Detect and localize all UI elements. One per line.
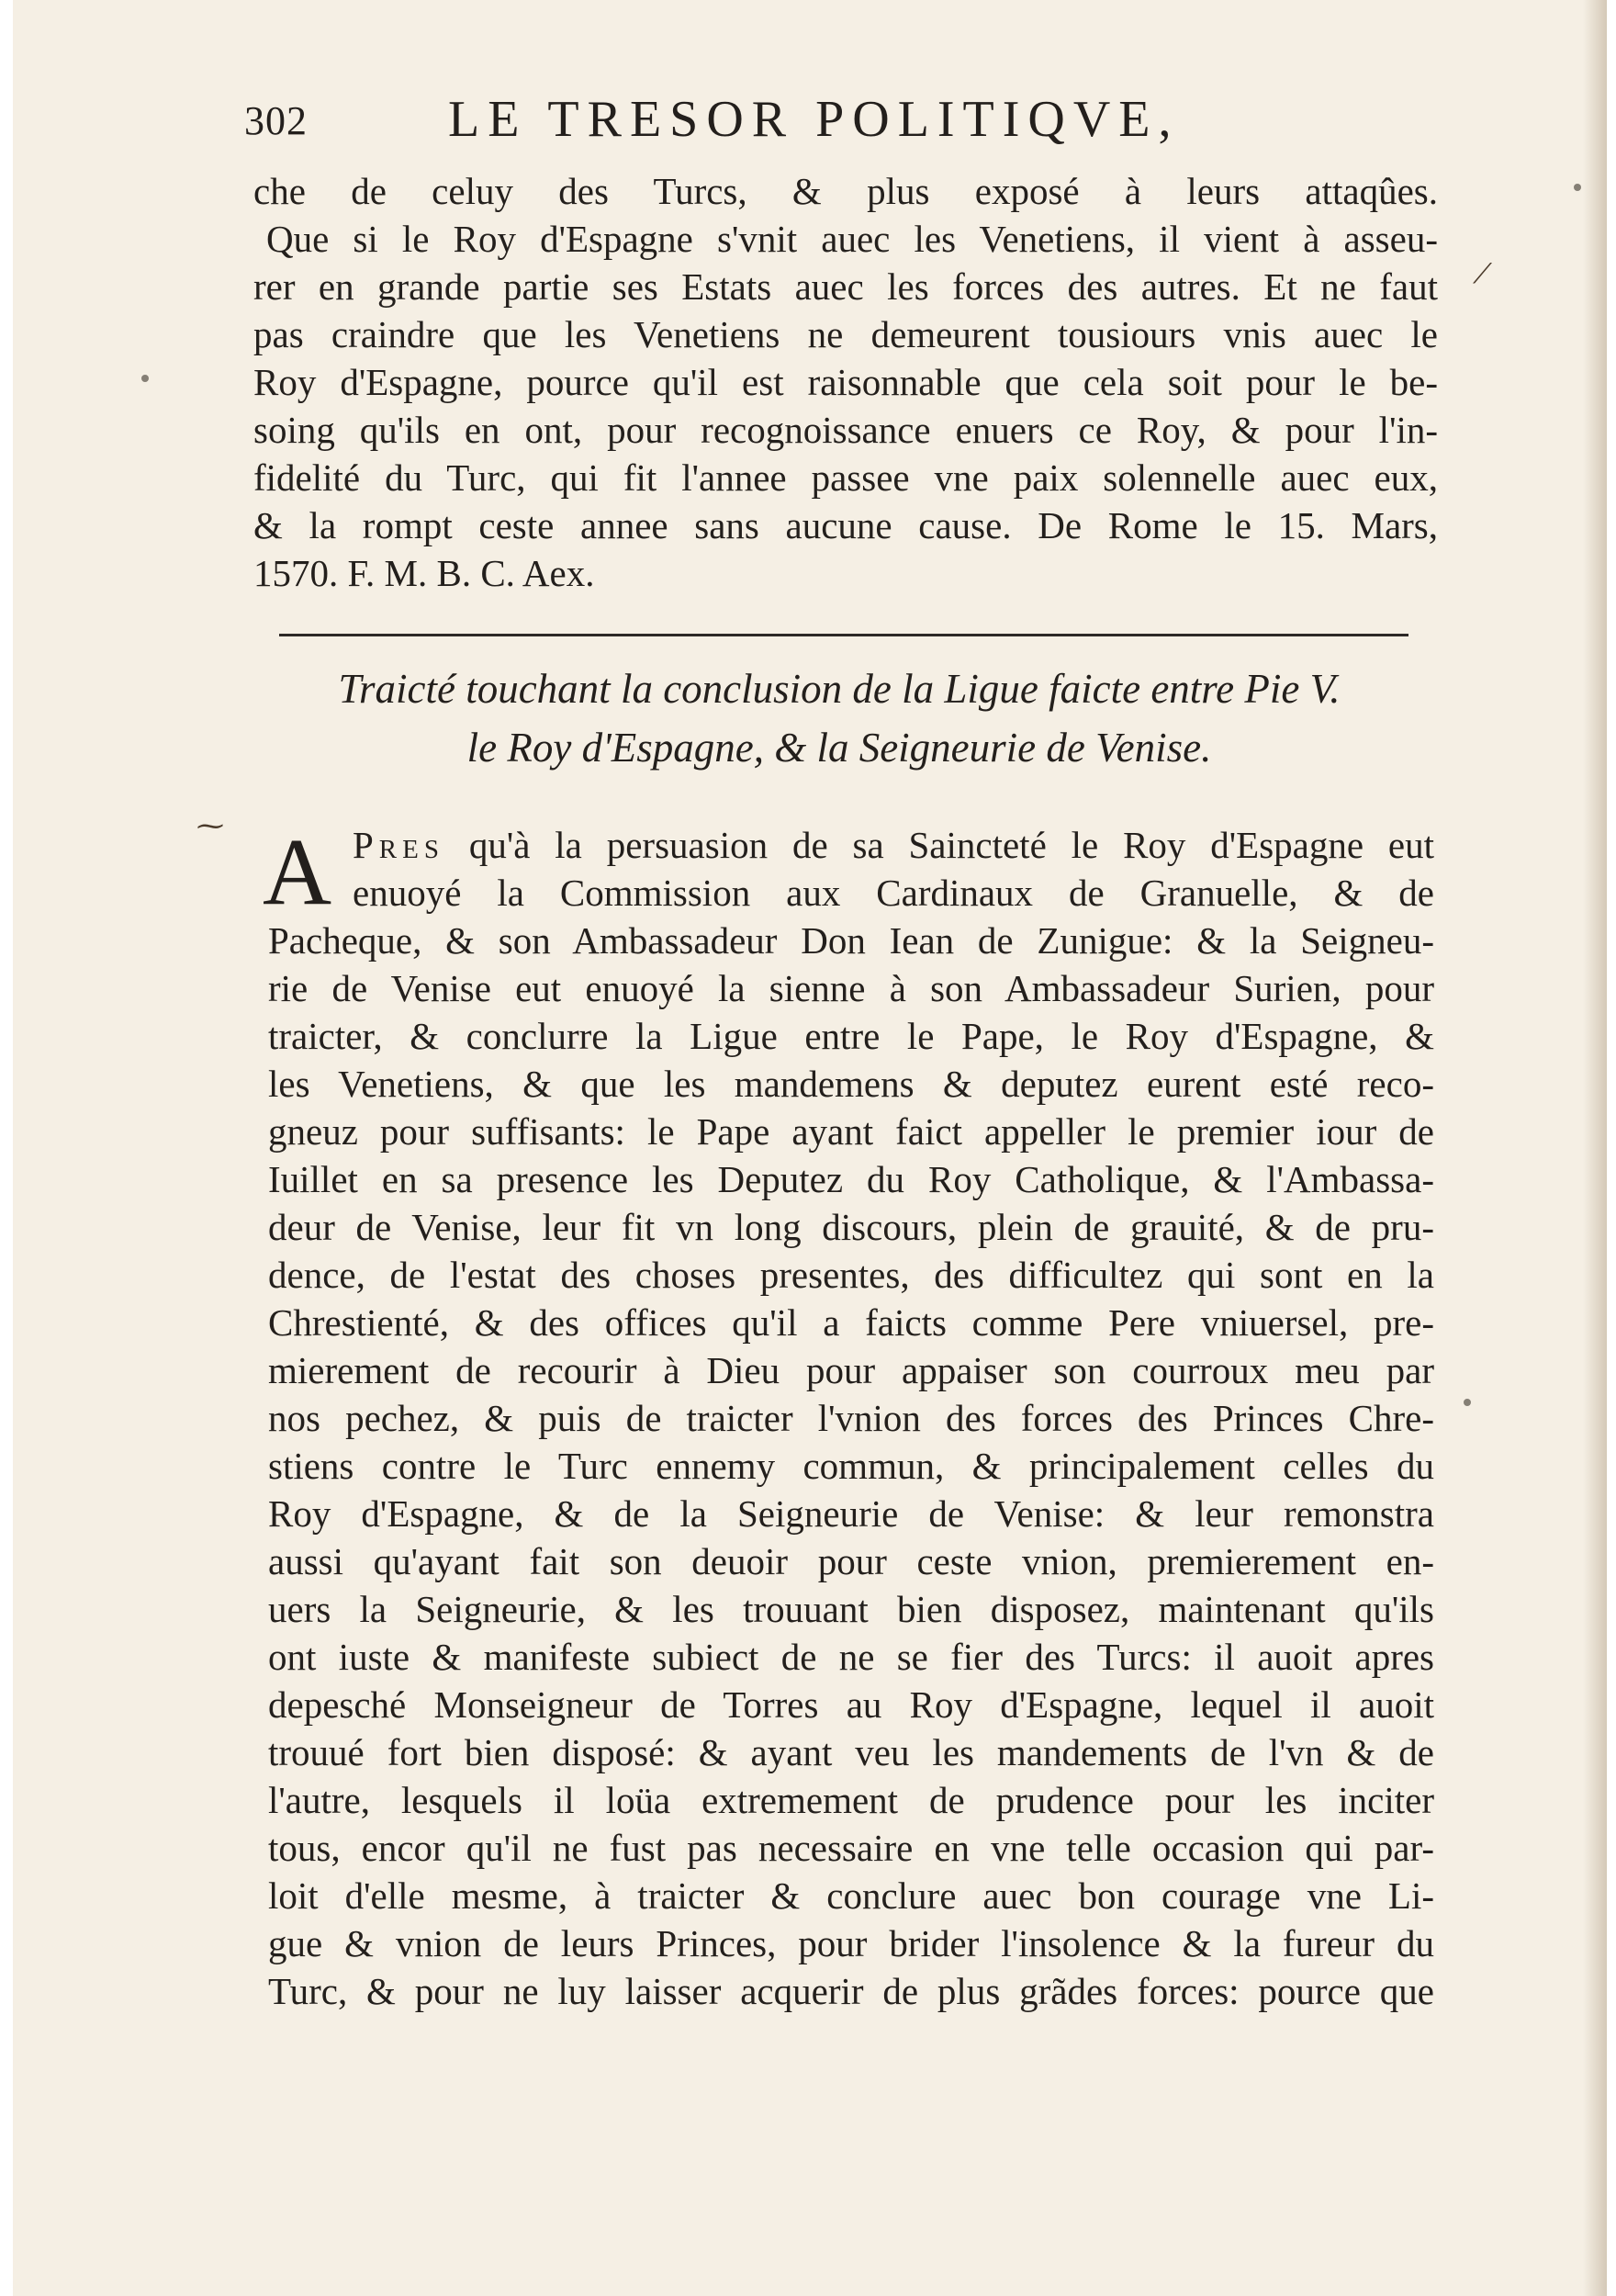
margin-dot <box>1464 1399 1471 1406</box>
text-line: che de celuy des Turcs, & plus exposé à leurs attaqûes. <box>253 170 1438 212</box>
text-line: & la rompt ceste annee sans aucune cause. De Rome le 15. Mars, <box>253 504 1438 546</box>
text-line: fidelité du Turc, qui fit l'annee passee vne paix solennelle auec eux, <box>253 456 1438 499</box>
text-line: l'autre, lesquels il loüa extremement de prudence pour les inciter <box>268 1779 1434 1821</box>
text-line: uers la Seigneurie, & les trouuant bien disposez, maintenant qu'ils <box>268 1588 1434 1630</box>
text-line: tous, encor qu'il ne fust pas necessaire en vne telle occasion qui par- <box>268 1827 1434 1869</box>
text-line: enuoyé la Commission aux Cardinaux de Granuelle, & de <box>353 872 1434 914</box>
text-line: deur de Venise, leur fit vn long discours, plein de grauité, & de pru- <box>268 1206 1434 1248</box>
drop-cap: A <box>263 819 332 925</box>
running-head <box>244 90 1438 154</box>
marginal-annotation-mark: ⟋ <box>1473 259 1492 289</box>
margin-dot <box>1574 184 1581 191</box>
page-edge-shadow <box>1583 0 1607 2296</box>
text-line: Iuillet en sa presence les Deputez du Roy Catholique, & l'Ambassa- <box>268 1158 1434 1200</box>
text-line: Turc, & pour ne luy laisser acquerir de plus grãdes forces: pource que <box>268 1970 1434 2012</box>
text-line: Roy d'Espagne, pource qu'il est raisonnable que cela soit pour le be- <box>253 361 1438 403</box>
treaty-text <box>263 819 1434 2015</box>
text-line: Que si le Roy d'Espagne s'vnit auec les Venetiens, il vient à asseu- <box>266 218 1438 260</box>
text-line: Chrestienté, & des offices qu'il a faicts comme Pere vniuersel, pre- <box>268 1301 1434 1344</box>
text-line: stiens contre le Turc ennemy commun, & principalement celles du <box>268 1445 1434 1487</box>
text-line: mierement de recourir à Dieu pour appaiser son courroux meu par <box>268 1349 1434 1391</box>
text-line: Pacheque, & son Ambassadeur Don Iean de Zunigue: & la Seigneu- <box>268 919 1434 962</box>
text-line: gneuz pour suffisants: le Pape ayant faict appeller le premier iour de <box>268 1110 1434 1153</box>
page-number: 302 <box>244 98 308 143</box>
running-title: LE TRESOR POLITIQVE, <box>448 91 1180 148</box>
text-line: trouué fort bien disposé: & ayant veu les mandements de l'vn & de <box>268 1731 1434 1773</box>
text-line: rie de Venise eut enuoyé la sienne à son Ambassadeur Surien, pour <box>268 967 1434 1009</box>
opening-section <box>253 167 1438 597</box>
text-line: traicter, & conclurre la Ligue entre le Pape, le Roy d'Espagne, & <box>268 1015 1434 1057</box>
text-line: soing qu'ils en ont, pour recognoissance enuers ce Roy, & pour l'in- <box>253 409 1438 451</box>
book-page <box>13 0 1607 2296</box>
text-line: depesché Monseigneur de Torres au Roy d'Espagne, lequel il auoit <box>268 1683 1434 1726</box>
text-line: rer en grande partie ses Estats auec les forces des autres. Et ne faut <box>253 265 1438 308</box>
section-divider <box>279 634 1408 636</box>
heading-line-1: Traicté touchant la conclusion de la Ligue faicte entre Pie V. <box>338 666 1341 712</box>
text-line: loit d'elle mesme, à traicter & conclure auec bon courage vne Li- <box>268 1874 1434 1917</box>
section-heading <box>233 659 1445 777</box>
text-line: 1570. F. M. B. C. Aex. <box>253 552 595 594</box>
text-line: ont iuste & manifeste subiect de ne se fier des Turcs: il auoit apres <box>268 1636 1434 1678</box>
heading-line-2: le Roy d'Espagne, & la Seigneurie de Venise. <box>466 725 1212 771</box>
text-line: nos pechez, & puis de traicter l'vnion des forces des Princes Chre- <box>268 1397 1434 1439</box>
text-line: aussi qu'ayant fait son deuoir pour ceste vnion, premierement en- <box>268 1540 1434 1582</box>
text-line-rest: qu'à la persuasion de sa Saincteté le Roy d'Espagne eut <box>444 824 1434 866</box>
text-line: dence, de l'estat des choses presentes, des difficultez qui sont en la <box>268 1254 1434 1296</box>
text-line: les Venetiens, & que les mandemens & deputez eurent esté reco- <box>268 1063 1434 1105</box>
marginal-annotation-mark: ⁓ <box>196 811 224 841</box>
text-line: gue & vnion de leurs Princes, pour brider l'insolence & la fureur du <box>268 1922 1434 1964</box>
opening-word: Pres <box>353 824 444 866</box>
margin-dot <box>141 375 149 382</box>
text-line-with-opening <box>268 821 1434 869</box>
text-line: pas craindre que les Venetiens ne demeurent tousiours vnis auec le <box>253 313 1438 355</box>
text-line: Roy d'Espagne, & de la Seigneurie de Venise: & leur remonstra <box>268 1492 1434 1535</box>
